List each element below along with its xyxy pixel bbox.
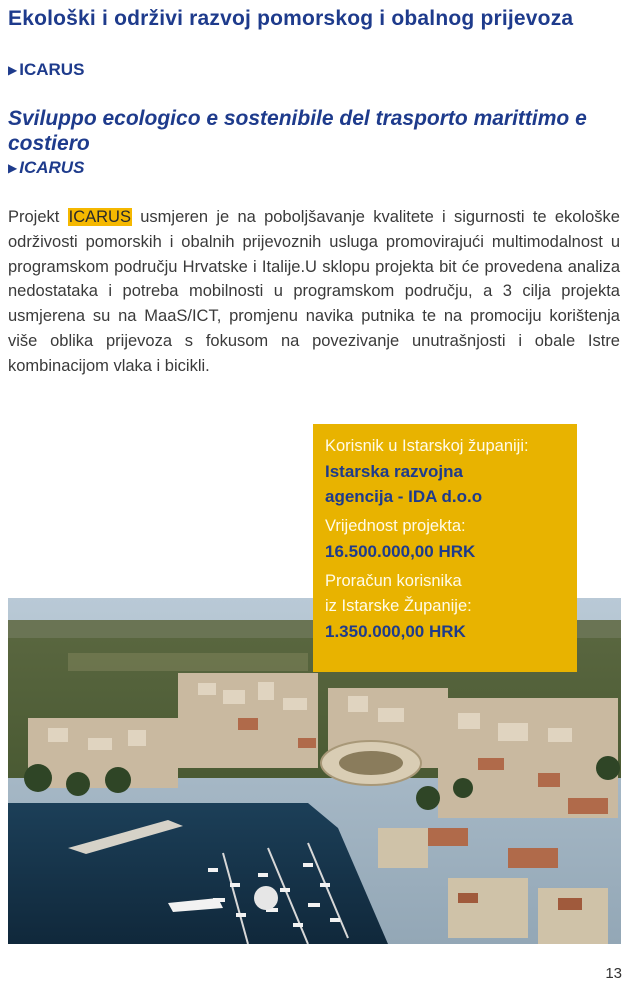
beneficiary-value-line1: Istarska razvojna bbox=[325, 462, 463, 481]
budget-label-line2: iz Istarske Županije: bbox=[325, 597, 472, 615]
page-number: 13 bbox=[605, 965, 622, 982]
subtitle-italian-text: ICARUS bbox=[19, 158, 85, 177]
budget-label-line1: Proračun korisnika bbox=[325, 572, 462, 590]
title-italian: Sviluppo ecologico e sostenibile del trasporto marittimo e costiero bbox=[8, 107, 587, 155]
subtitle-italian bbox=[8, 158, 84, 179]
description-text: usmjeren je na poboljšavanje kvalitete i sigurnosti te ekološke održivosti pomorskih i obalnih prijevoznih usluga promovirajući multimodalnost u programskom području Hrvatske i Italije.U sklopu projekta bit će provedena analiza nedostataka i potreba mobilnosti u programskom području, a 3 cilja projekta usmjerena su na MaaS/ICT, promjenu navika putnika te na promociju korištenja više oblika prijevoza s fokusom na povezivanje unutrašnjosti i obale Istre kombinacijom vlaka i bicikli. bbox=[8, 208, 620, 375]
subtitle-croatian-text: ICARUS bbox=[19, 60, 85, 79]
triangle-bullet-icon: ▶ bbox=[8, 161, 18, 175]
title-croatian: Ekološki i održivi razvoj pomorskog i obalnog prijevoza bbox=[8, 7, 574, 30]
project-value-label: Vrijednost projekta: bbox=[325, 517, 466, 535]
project-name-highlight: ICARUS bbox=[68, 208, 131, 226]
budget-value: 1.350.000,00 HRK bbox=[325, 622, 466, 641]
beneficiary-label: Korisnik u Istarskoj županiji: bbox=[325, 437, 529, 455]
project-description bbox=[8, 205, 620, 379]
project-info-box bbox=[313, 424, 577, 672]
beneficiary-value-line2: agencija - IDA d.o.o bbox=[325, 487, 483, 506]
triangle-bullet-icon: ▶ bbox=[8, 63, 18, 77]
description-prefix: Projekt bbox=[8, 208, 60, 226]
subtitle-croatian bbox=[8, 60, 84, 81]
project-value: 16.500.000,00 HRK bbox=[325, 542, 476, 561]
